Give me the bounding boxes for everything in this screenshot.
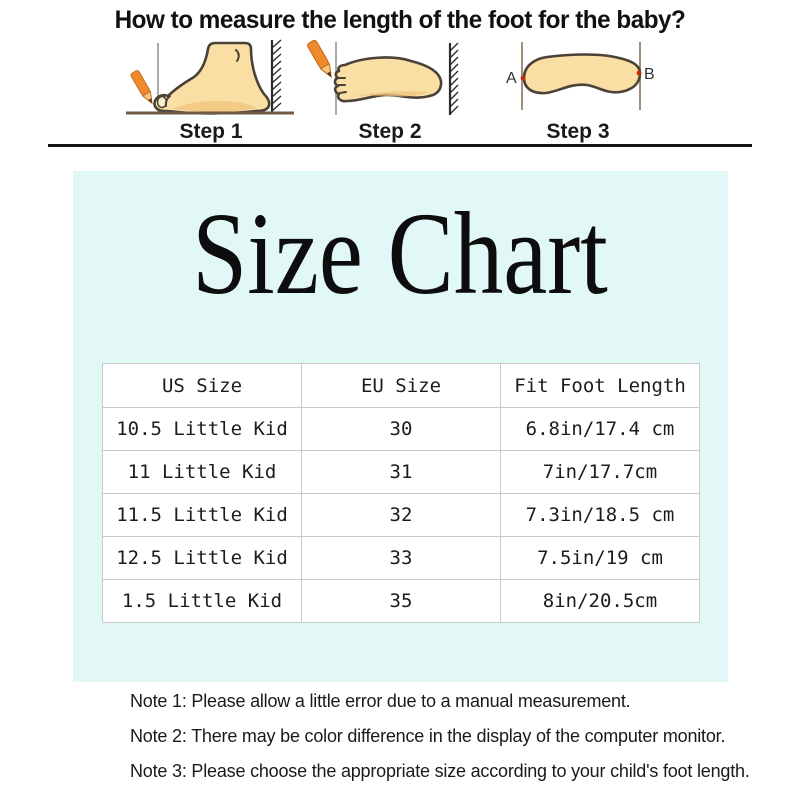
- column-header-fit-foot-length: Fit Foot Length: [501, 364, 700, 408]
- wall-hatching: [272, 40, 281, 111]
- table-row: [103, 537, 700, 580]
- column-header-us-size: US Size: [103, 364, 302, 408]
- us-size-cell: 11 Little Kid: [103, 451, 302, 494]
- note-1: Note 1: Please allow a little error due to a manual measurement.: [130, 691, 631, 711]
- eu-size-cell: 33: [302, 537, 501, 580]
- step1-illustration: [120, 38, 302, 144]
- foot-top-view-icon: [303, 38, 477, 118]
- size-chart-title: Size Chart: [192, 188, 608, 319]
- point-a-dot: [521, 76, 526, 81]
- foot-length-cell: 7.5in/19 cm: [501, 537, 700, 580]
- point-b-dot: [637, 71, 642, 76]
- point-a-label: A: [506, 70, 517, 87]
- eu-size-cell: 35: [302, 580, 501, 623]
- table-row: [103, 408, 700, 451]
- step3-illustration: [500, 38, 656, 144]
- note-3: Note 3: Please choose the appropriate size according to your child's foot length.: [130, 761, 750, 781]
- wall-hatching: [450, 43, 458, 114]
- us-size-cell: 10.5 Little Kid: [103, 408, 302, 451]
- eu-size-cell: 32: [302, 494, 501, 537]
- pencil-icon: [130, 70, 156, 106]
- pencil-icon: [307, 39, 336, 79]
- eu-size-cell: 31: [302, 451, 501, 494]
- us-size-cell: 1.5 Little Kid: [103, 580, 302, 623]
- foot-length-cell: 6.8in/17.4 cm: [501, 408, 700, 451]
- section-divider: [48, 144, 752, 147]
- note-2: Note 2: There may be color difference in the display of the computer monitor.: [130, 726, 726, 746]
- notes-section: [130, 684, 770, 789]
- foot-length-cell: 7.3in/18.5 cm: [501, 494, 700, 537]
- measuring-guide-illustrations: [0, 38, 800, 143]
- foot-side-view-icon: [120, 38, 302, 118]
- column-header-eu-size: EU Size: [302, 364, 501, 408]
- eu-size-cell: 30: [302, 408, 501, 451]
- foot-length-cell: 8in/20.5cm: [501, 580, 700, 623]
- footprint-shape: [524, 55, 640, 94]
- step2-illustration: [303, 38, 477, 144]
- step2-label: Step 2: [358, 120, 422, 143]
- table-header-row: [103, 364, 700, 408]
- page-title: How to measure the length of the foot for the baby?: [114, 6, 686, 34]
- table-row: [103, 494, 700, 537]
- table-row: [103, 580, 700, 623]
- table-row: [103, 451, 700, 494]
- us-size-cell: 12.5 Little Kid: [103, 537, 302, 580]
- size-table: [102, 363, 700, 623]
- point-b-label: B: [644, 66, 655, 83]
- us-size-cell: 11.5 Little Kid: [103, 494, 302, 537]
- foot-length-cell: 7in/17.7cm: [501, 451, 700, 494]
- footprint-icon: [500, 38, 656, 118]
- step1-label: Step 1: [179, 120, 243, 143]
- step3-label: Step 3: [546, 120, 610, 143]
